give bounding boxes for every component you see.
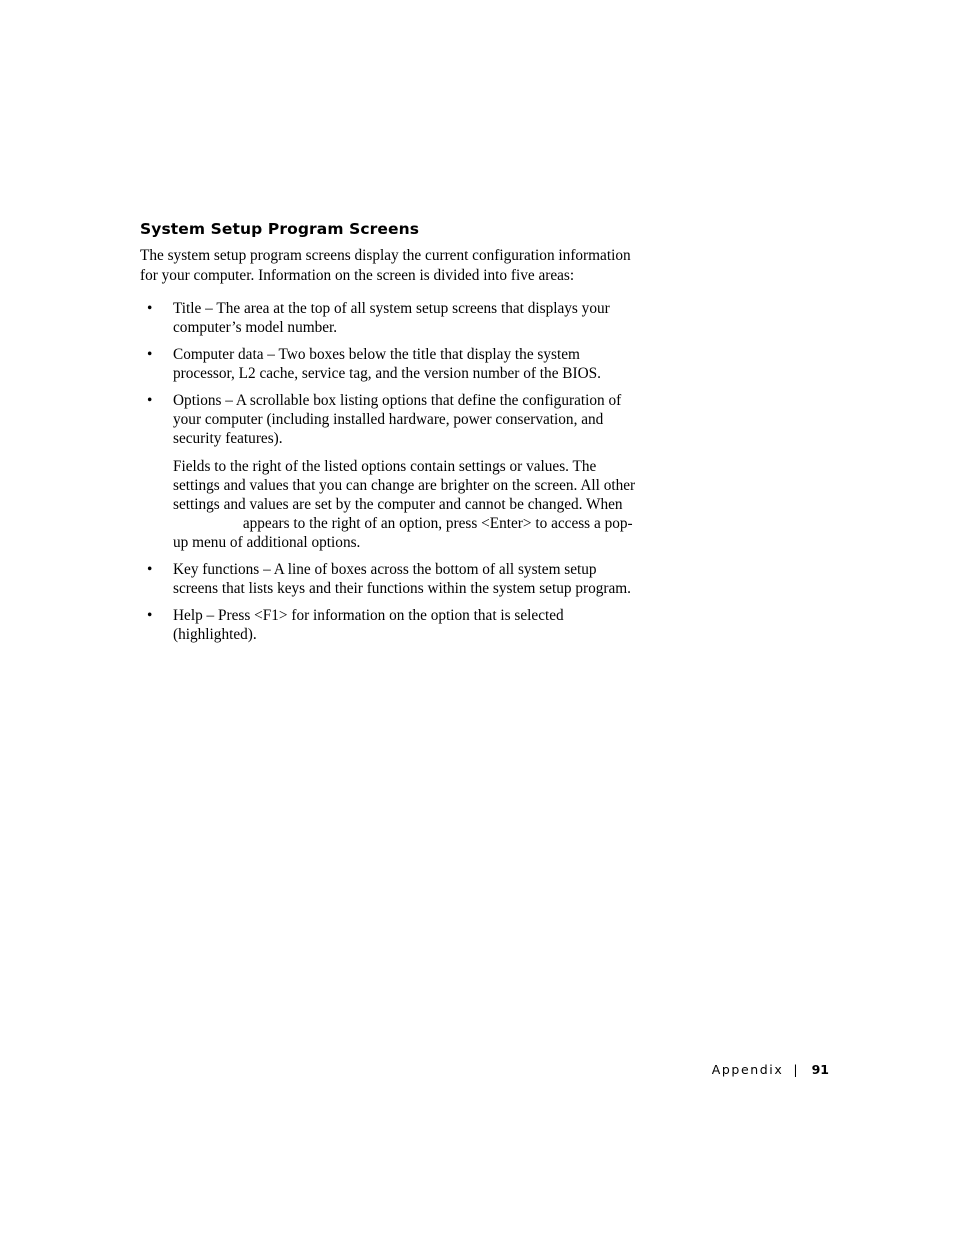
options-detail-paragraph (173, 457, 640, 552)
options-detail-text-before: Fields to the right of the listed options contain settings or values. The settings and values that you can change are brighter on the screen. All other settings and values are set by the computer and cannot be changed. When (173, 458, 636, 513)
list-item-title (140, 299, 640, 337)
page-footer (712, 1062, 829, 1078)
bullet-icon: • (147, 561, 153, 578)
list-item-key-functions (140, 560, 640, 598)
bullet-icon: • (147, 300, 153, 317)
page-content (140, 219, 640, 652)
list-item-text: Help – Press <F1> for information on the option that is selected (highlighted). (173, 607, 564, 643)
bullet-icon: • (147, 607, 153, 624)
list-item-text: Title – The area at the top of all system setup screens that displays your computer’s model number. (173, 300, 610, 336)
bullet-icon: • (147, 392, 153, 409)
footer-separator: | (793, 1062, 798, 1077)
intro-paragraph: The system setup program screens display the current configuration information for your computer. Information on the screen is divided into five areas: (140, 247, 631, 284)
list-item-computer-data (140, 345, 640, 383)
bullet-icon: • (147, 346, 153, 363)
list-item-text: Computer data – Two boxes below the title that display the system processor, L2 cache, service tag, and the version number of the BIOS. (173, 346, 601, 382)
options-detail-text-after: appears to the right of an option, press <Enter> to access a pop-up menu of additional options. (173, 515, 633, 551)
list-item-text: Key functions – A line of boxes across the bottom of all system setup screens that lists keys and their functions within the system setup program. (173, 561, 631, 597)
list-item-text: Options – A scrollable box listing options that define the configuration of your computer (including installed hardware, power conservation, and security features). (173, 392, 622, 447)
footer-section-label: Appendix (711, 1062, 784, 1077)
list-item-help (140, 606, 640, 644)
section-heading: System Setup Program Screens (140, 220, 420, 238)
list-item-options (140, 391, 640, 552)
areas-list (140, 299, 640, 644)
page-number: 91 (811, 1062, 829, 1077)
